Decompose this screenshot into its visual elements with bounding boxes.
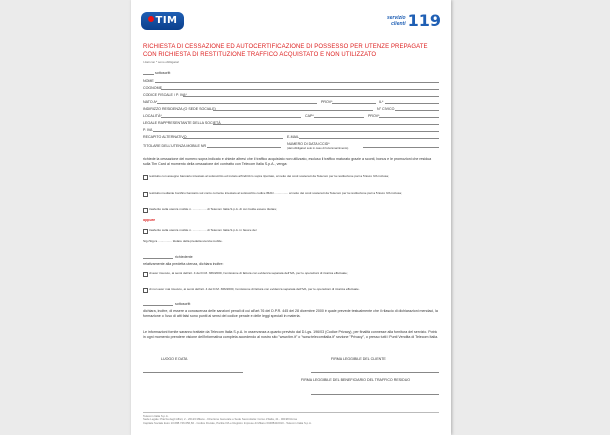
activation-note: (dati obbligatori solo in caso di furto/smarrimento) <box>287 146 349 150</box>
label-address: INDIRIZZO RESIDENZA (O SEDE SOCIALE) <box>143 107 216 111</box>
prov2-field[interactable] <box>379 117 439 118</box>
option-transfer-text: restituito mediante bonifico bancario sul conto corrente intestato al sottoscritto codice IBAN ................ al netto dei costi sostenuti da Telecom per la restituzione pari a 5 Euro IVA inclusa; <box>149 191 402 195</box>
declaration-paragraph: dichiara, inoltre, di essere a conoscenza delle sanzioni penali di cui all'art.76 del D.P.R. 445 del 28 dicembre 2000 è quale prevede testualmente che il rilascio di dichiarazioni mendaci, la formazione o l'uso di atti falsi sono puniti ai sensi del codice penale e delle leggi speciali in materia. <box>143 309 438 318</box>
civic-field[interactable] <box>395 110 439 111</box>
beneficiary-signature-field[interactable] <box>311 394 439 395</box>
service-label: servizio clienti <box>386 15 406 27</box>
option-other-line-checkbox[interactable] <box>143 229 148 234</box>
email-field[interactable] <box>299 138 439 139</box>
beneficiary-line: Sig./Sig.ra ................ titolare della predetta utenza mobile. <box>143 239 223 243</box>
undersigned2-line[interactable] <box>143 305 173 306</box>
label-activation: NUMERO DI DATA ICCID* <box>287 142 330 146</box>
label-born-in: NATO A* <box>143 100 158 104</box>
tim-logo: TIM <box>141 12 184 30</box>
privacy-paragraph: Le informazioni fornite saranno trattate da Telecom Italia S.p.A. in osservanza a quanto previsto dal D.Lgs. 196/03 (Codice Privacy), per finalità connesse alla fornitura del servizio. Potrà in ogni momento prendere visione dell'informativa completa accedendo al nostro sito "www.tim.it" o "www.telecomitalia.it" sezione "Privacy", o presso tutti i Punti Vendita di Telecom Italia. <box>143 330 439 339</box>
footer-registration: Capitale Sociale Euro 10.688.746.056,60 - Codice Fiscale, Partita IVA e Registro Imprese di Milano 00488410010 - Telecom Italia S.p.A. <box>143 420 312 425</box>
prov-field[interactable] <box>332 103 376 104</box>
label-piva: P. IVA <box>143 128 153 132</box>
label-name: NOME <box>143 79 154 83</box>
tax-code-field[interactable] <box>183 96 439 97</box>
label-city: LOCALITÀ* <box>143 114 162 118</box>
label-cap: CAP* <box>305 114 314 118</box>
client-signature-label: FIRMA LEGGIBILE DEL CLIENTE <box>331 357 386 361</box>
declaration-invoice-received-text: di aver ricevuto, ai sensi dell'art. 4 del D.M. 366/2000, l'emissione di fattura con evidenza separata dell'IVA, per le operazioni di ricarica effettuate; <box>149 271 348 275</box>
service-number: 119 <box>407 11 441 30</box>
option-cheque-text: restituito con assegno bancario intestato al sottoscritto ed inviato all'indirizzo sopra riportato, al netto dei costi sostenuti da Telecom per la restituzione pari a 5 Euro IVA inclusa; <box>149 174 389 178</box>
label-holder: TITOLARE DELL'UTENZA MOBILE NR <box>143 144 207 148</box>
client-signature-field[interactable] <box>311 372 439 373</box>
declaration-invoice-received-checkbox[interactable] <box>143 272 148 277</box>
alt-contact-field[interactable] <box>183 138 283 139</box>
footer-address: Sede Legale: Piazza degli Affari, 2 - 20123 Milano - Direzione Generale e Sede Secondaria: Corso d'Italia, 41 - 00198 Roma <box>143 417 297 422</box>
label-surname: COGNOME <box>143 86 162 90</box>
label-prov2: PROV* <box>368 114 380 118</box>
cap-field[interactable] <box>314 117 364 118</box>
label-prov: PROV* <box>321 100 333 104</box>
place-date-field[interactable] <box>143 372 243 373</box>
declaration-no-invoice-text: di non aver mai ricevuto, ai sensi dell'art. 4 del D.M. 366/2000, l'emissione di fattura con evidenza separata dell'IVA, per le operazioni di ricarica effettuate. <box>149 287 360 291</box>
logo-dot-icon <box>148 16 154 22</box>
intro-paragraph: richiede la cessazione del numero sopra indicato e chiede altresì che il traffico acquistato non utilizzato, escluso il traffico maturato grazie a sconti, bonus e le promozioni che residua sulla Tim Card al momento della cessazione del contratto con Telecom Italia S.p.A., venga: <box>143 157 432 166</box>
city-field[interactable] <box>161 117 301 118</box>
option-own-line-checkbox[interactable] <box>143 208 148 213</box>
name-field[interactable] <box>155 82 439 83</box>
option-own-line-text: trasferito sulla utenza mobile n. ................ di Telecom Italia S.p.A. di cui risulta essere titolare; <box>149 207 278 211</box>
label-tax-code: CODICE FISCALE / P. IVA* <box>143 93 187 97</box>
label-civic: N° CIVICO <box>377 107 395 111</box>
label-il: IL* <box>379 100 384 104</box>
born-in-field[interactable] <box>157 103 317 104</box>
beneficiary-signature-label: FIRMA LEGGIBILE DEL BENEFICIARIO DEL TRAFFICO RESIDUO <box>301 378 411 382</box>
richiedente-label: richiedente <box>175 255 193 259</box>
label-email: E-MAIL <box>287 135 299 139</box>
undersigned2-label: sottoscritt <box>175 302 191 306</box>
footer-divider <box>143 412 439 413</box>
birth-date-field[interactable] <box>385 103 439 104</box>
oppure-label: oppure <box>143 218 156 222</box>
option-cheque-checkbox[interactable] <box>143 175 148 180</box>
address-field[interactable] <box>213 110 373 111</box>
footer-company: Telecom Italia S.p.A. <box>143 414 169 418</box>
label-alt-contact: RECAPITO ALTERNATIVO <box>143 135 187 139</box>
label-legal-rep: LEGALE RAPPRESENTANTE DELLA SOCIETÀ <box>143 121 221 125</box>
place-date-label: LUOGO E DATA <box>161 357 188 361</box>
richiedente-line[interactable] <box>143 258 173 259</box>
declaration-no-invoice-checkbox[interactable] <box>143 288 148 293</box>
undersigned-line[interactable] <box>143 74 154 75</box>
document-title: RICHIESTA DI CESSAZIONE ED AUTOCERTIFICAZIONE DI POSSESSO PER UTENZE PREPAGATE CON RICHIESTA DI RESTITUZIONE TRAFFICO ACQUISTATO E NON UTILIZZATO <box>143 44 428 58</box>
service-badge <box>387 13 441 31</box>
piva-field[interactable] <box>153 131 439 132</box>
relative-label: relativamente alla predetta utenza, dichiara inoltre: <box>143 262 224 266</box>
iccid-field[interactable] <box>363 147 439 148</box>
label-undersigned: sottoscritt <box>155 71 171 75</box>
surname-field[interactable] <box>161 89 439 90</box>
legal-rep-field[interactable] <box>213 124 439 125</box>
required-note: I dati con * sono obbligatori <box>143 60 180 64</box>
option-transfer-checkbox[interactable] <box>143 192 148 197</box>
option-other-line-text: trasferito sulla utenza mobile n. ................ di Telecom Italia S.p.A. in favore del <box>149 228 257 232</box>
holder-number-field[interactable] <box>207 147 281 148</box>
footer <box>143 415 433 425</box>
document-page <box>131 0 451 435</box>
